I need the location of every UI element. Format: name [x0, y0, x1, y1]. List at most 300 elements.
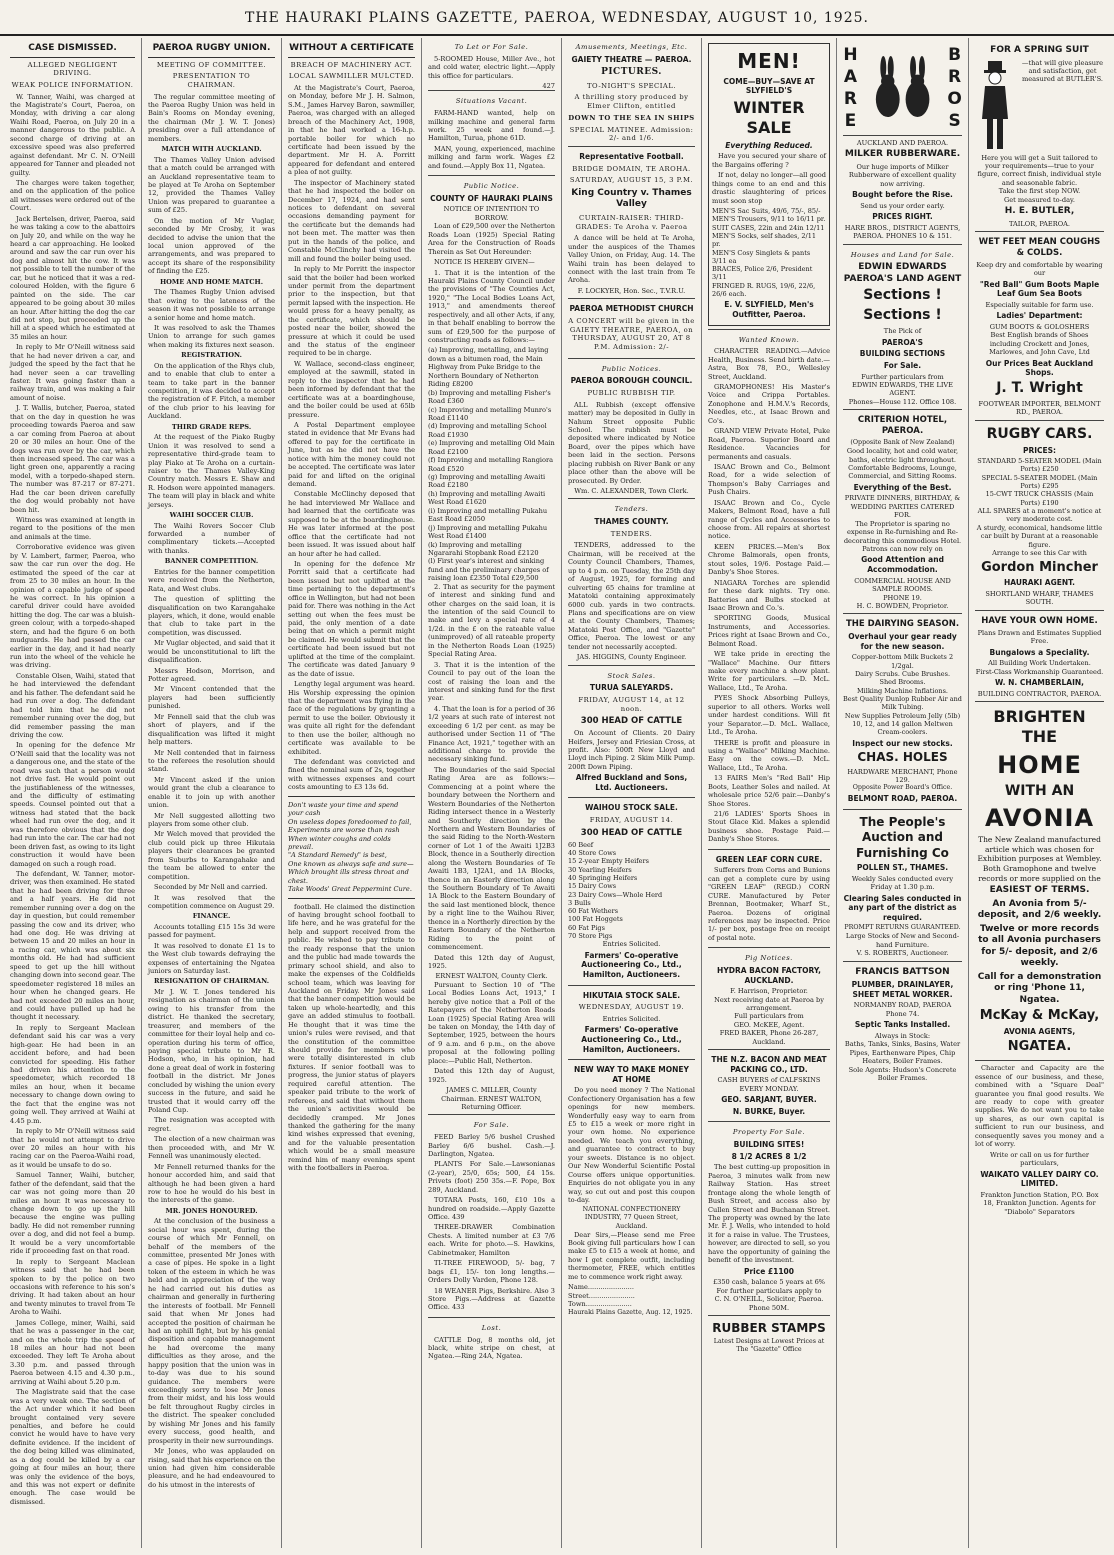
ad-title: THE DAIRYING SEASON. — [845, 619, 960, 630]
paragraph: Mr Welch moved that provided the club could pick up three Hikutaia players their clearances be granted from Suburbs to Karangahake and the team be allowed to enter the competition. — [148, 830, 275, 881]
ad-headline: HOME — [997, 750, 1082, 779]
ad-title: 300 HEAD OF CATTLE — [580, 827, 683, 838]
paragraph: Mr Vincent contended that the players had been sufficiently punished. — [148, 685, 275, 711]
paragraph: Constable McClinchy deposed that he had interviewed Mr Wallace and had learned that the certificate was supposed to be at the boardinghouse. He was later informed at the post office that the certificate had not been issued. It was issued about half an hour after he had called. — [288, 490, 415, 558]
paragraph: James College, miner, Waihi, said that he was a passenger in the car, and on the whole trip the speed of 18 miles an hour had not been exceeded. They left Te Aroha about 3.30 p.m. and passed through Paeroa between 4.15 and 4.30 p.m., arriving at Waihi about 5.20 p.m. — [10, 1318, 135, 1386]
ad-title: Septic Tanks Installed. — [854, 1020, 951, 1030]
ad-title: PLUMBER, DRAINLAYER, SHEET METAL WORKER. — [851, 980, 954, 999]
column-case-dismissed — [4, 38, 142, 1548]
ad-title: Everything of the Best. — [853, 482, 952, 492]
article-body — [288, 84, 415, 792]
ad-title: An Avonia from 5/- deposit, and 2/6 weekly. — [977, 898, 1102, 921]
ad-text: A dance will be held at Te Aroha, under the auspices of the Thames Valley Union, on Friday, Aug. 14. The Waihi train has been delayed to connect with the last train from Te Aroha. — [568, 234, 695, 285]
ad-title: WAIKATO VALLEY DAIRY CO. LIMITED. — [980, 1169, 1099, 1189]
paragraph: football. He claimed the distinction of having brought school football to life here, and he was grateful for the help and support received from the public. He wished to pay tribute to the ready response that the union and the public had made towards the primary school shield, and also to make the expenses of the Coldfields school team, which was leaving for Auckland on Friday. Mr Jones said that the banner competition would be taken up whole-heartedly, and this gave an added stimulus to football. He thought that it was time the union's rules were revised, and that the constitution of the committee should provide for members who were totally disinterested in club fixtures. If senior football was to progress, the junior status of players required careful attention. The speaker paid tribute to the work of referees, and said that without them the union's activities would be decidedly cramped. Mr Jones thanked the gathering for the many kind wishes expressed that evening, and for the valuable presentation which would be a small measure remind him of many evenings spent with the footballers in Paeroa. — [288, 902, 415, 1173]
form-line: Town...................... — [568, 1300, 632, 1309]
classified-ad: FEED Barley 5/6 bushel Crushed Barley 6/6 bushel. Cash.—J. Darlington, Ngatea. — [428, 1133, 555, 1158]
road-item: (j) Improving and metalling Pukahu West Road £1400 — [428, 523, 548, 541]
dairy-item: Shed Brooms. — [879, 678, 926, 687]
ad-line: Large Stocks of New and Second-hand Furniture. — [845, 932, 960, 949]
ad-line: V. S. ROBERTS, Auctioneer. — [856, 949, 949, 958]
notice-text: The Boundaries of the said Special Rating Area are as follows:—Commencing at a point where the boundary between the Northern and Western Boundaries of the Netherton Riding intersect thence in a Westerly and Southerly direction by the Northern and Western Boundaries of the said Riding to the North-Western corner of Lot 1 of the Awaiti 1J2B3 Block, thence in a Southerly direction along the Western Boundaries of Te Awaiti 1B3, 1J2A1, and 1A Blocks, thence in an Easterly direction along the Southern Boundary of Te Awaiti 1A Block to the Eastern Boundary of the said last mentioned block, thence by a right line to the Waihou River, thence in a Northerly direction by the Eastern Boundary of the Netherton Riding to the point of commencement. — [428, 765, 555, 952]
subheadline: BREACH OF MACHINERY ACT. — [290, 60, 413, 69]
ad-text: TENDERS, addressed to the Chairman, will be received at the County Council Chambers, Thames, up to 4 p.m. on Tuesday, the 25th day of August, 1925, for forming and culverting 65 chains for tramline at Matatoki containing approximately 6000 cub. yards in two contracts. Plans and specifications are on view at the County Chambers, Thames; Matatoki Post Office, and "Gazette" Office, Paeroa. The lowest or any tender not necessarily accepted. — [568, 541, 695, 651]
paragraph: In reply to Mr O'Neill witness said that he had never driven a car, and judged the speed by the fact that he had never seen a car travelling faster. It was going faster than a railway train, and was making a fair amount of noise. — [10, 343, 135, 402]
paragraph: Mr J. W. T. Jones tendered his resignation as chairman of the union owing to his transfer from the district. He thanked the secretary, treasurer, and members of the committee for their loyal help and co-operation during his term of office, paying special tribute to Mr R. Hodson, who, in his opinion, had done a great deal of work in fostering football in the district. Mr Jones concluded by wishing the union every success in the future, and said he trusted that it would carry off the Poland Cup. — [148, 987, 275, 1115]
price-item: BRACES, Police 2/6, President 3/11 — [712, 265, 813, 282]
paragraph: Mr Fennell returned thanks for the honour accorded him, and said that although he had been given a hard row to hoe he would do his best in the interests of the game. — [148, 1162, 275, 1205]
paragraph: The Thames Rugby Union advised that owing to the lateness of the season it was not possible to arrange a senior home and home match. — [148, 288, 275, 322]
paragraph: Mr Nell suggested allotting two players from some other club. — [148, 811, 275, 829]
ad-line: Next receiving date at Paeroa by arrangement. — [714, 995, 824, 1013]
ad-line: Here you will get a Suit tailored to your requirements—true to your figure, correct finish, individual style and seasonable fabric. — [977, 153, 1102, 187]
paragraph: The inspector of Machinery stated that he had inspected the boiler on December 17, 1924, and had sent notices to defendant on several occasions demanding payment for the certificate but the demands had not been met. The matter was then put in the hands of the police, and Constable McClinchy had visited the mill and found the boiler being used. — [288, 178, 415, 263]
stock-list — [568, 841, 695, 941]
subheadline: WEAK POLICE INFORMATION. — [11, 80, 134, 89]
theatre-name: GAIETY THEATRE — PAEROA. — [571, 54, 692, 64]
ad-title: FOR A SPRING SUIT — [990, 45, 1089, 55]
ad-title: Twelve or more records to all Avonia purchasers for 5/- deposit, and 2/6 weekly. — [978, 923, 1101, 969]
ad-line: PHONE 19. — [883, 593, 922, 602]
ad-line: COMMERCIAL HOUSE AND SAMPLE ROOMS. — [854, 576, 951, 594]
stock-item: 15 Dairy Cows — [568, 882, 617, 891]
car-price-list — [975, 457, 1104, 507]
paragraph: W. Wallace, second-class engineer, employed at the sawmill, stated in reply to the inspector that he had been informed by defendant that the certificate was at a boardinghouse, and the boiler could be used at 65lb pressure. — [288, 359, 415, 419]
paragraph: The Magistrate said that the case was a very weak one. The section of the Act under which it had been brought contained very severe penalties, and before he could convict he would have to have very definite evidence. If the incident of the dog being killed was eliminated, as a dog could be killed by a car going at four miles an hour, there was only the evidence of the boys, and this was not expert or definite enough. The case would be dismissed. — [10, 1388, 135, 1506]
ad-text: On Account of Clients. 20 Dairy Heifers, Jersey and Friesian Cross, at profit. Also: 500ft New Lloyd and Lloyd inch Piping. 2 Skim Milk Pump. 200ft Down Piping. — [568, 729, 695, 771]
ad-title: HAURAKI AGENT. — [1004, 578, 1075, 588]
ad-title: HYDRA BACON FACTORY, AUCKLAND. — [717, 965, 821, 985]
poem-line: When winter coughs and colds prevail. — [288, 834, 391, 851]
ad-headline: CHAS. HOLES — [857, 750, 948, 765]
ad-title: Price £1100 — [743, 1266, 794, 1276]
hares-icon — [858, 43, 947, 133]
roads-list — [428, 346, 555, 582]
paragraph: MR. JONES HONOURED. — [165, 1206, 258, 1215]
price-item: MEN'S Trousers, 9/11 to 16/11 pr. — [712, 215, 826, 224]
paragraph: W. Tanner, Waihi, was charged at the Magistrate's Court, Paeroa, on Monday, with driving a car along Waihi Road, Paeroa, on July 20 in a manner dangerous to the public. A second charge of driving at an excessive speed was also preferred against defendant. Mr C. N. O'Neill appeared for Tanner and pleaded not guilty. — [10, 92, 135, 177]
section-heading: Public Notice. — [463, 182, 520, 191]
ad-line: SPECIAL MATINEE. Admission: 2/- and 1/6. — [569, 125, 694, 143]
notice-text: 4. That the loan is for a period of 36 1/2 years at such rate of interest not exceeding 6 1/2 per cent. as may be authorised under Section 11 of "The Finance Act, 1921," together with an additional charge to provide the necessary sinking fund. — [428, 704, 555, 764]
masthead-title: THE HAURAKI PLAINS GAZETTE, PAEROA, WEDNESDAY, AUGUST 10, 1925. — [245, 10, 869, 26]
classified-ad: PYES Shock Absorbing Pulleys, superior to all others. Works well under hardest conditions. Will fit your Separator.—D. McL. Wallace, Ltd., Te Aroha. — [708, 694, 830, 737]
ad-line: Take the first step NOW. — [998, 187, 1081, 196]
signature: Wm. C. ALEXANDER, Town Clerk. — [574, 487, 689, 496]
paragraph: WAIHI SOCCER CLUB. — [169, 511, 254, 520]
notice-text: 1. That it is the intention of the Hauraki Plains County Council under the provisions of "The Counties Act, 1920," "The Local Bodies Loans Act, 1913," and amendments thereof respectively, and all other Acts, if any, in that behalf enabling to borrow the sum of £29,500 for the purpose of constructing roads as follows:— — [428, 268, 555, 345]
ad-number: 427 — [542, 82, 555, 90]
ad-title: PRICES RIGHT. — [872, 212, 933, 222]
poem-line: Which brought ills stress throat and chest. — [288, 868, 409, 885]
ad-title: AVONIA AGENTS, — [1003, 1027, 1076, 1037]
masthead — [0, 0, 1114, 36]
section-heading: Wanted Known. — [738, 335, 800, 344]
slyfield-ad — [708, 43, 830, 326]
classified-ad: PLANTS For Sale.—Lawsonianas (2-year), 25/0, 65s; 500, £4 15s. Privets (foot) 250 35s.—F. Pope, Box 289, Auckland. — [428, 1160, 555, 1194]
paragraph: It was resolved to ask the Thames Union to arrange for such games when making its fixtures next season. — [148, 323, 275, 349]
paragraph: Corroborative evidence was given by V. Lambert, farmer, Paeroa, who saw the car run over the dog. He estimated the speed of the car at from 25 to 30 miles an hour. In the opinion of a capable judge of speed he was correct. In his opinion a careful driver could have avoided hitting the dog. The car was a bluish-green colour, with a torpedo-shaped stern, and had the figure 6 on both mudguards. He had passed the car earlier in the day, and it had nearly run into the wheel of the vehicle he was driving. — [10, 543, 135, 670]
ad-text: Dear Sirs,—Please send me Free Book giving full particulars how I can make £5 to £15 a week at home, and how I get complete outfit, including thermometer, FREE, which entitles me to commence work right away. — [568, 1230, 695, 1281]
ad-headline: RUGBY CARS. — [986, 425, 1093, 442]
ad-title: POLLEN ST., THAMES. — [856, 863, 949, 873]
road-item: (h) Improving and metalling Awaiti West Road £1620 — [428, 489, 546, 507]
stock-item: 60 Fat Pigs — [568, 923, 605, 932]
poem-line: One known as always safe and sure— — [288, 859, 414, 868]
ad-line: PICTURES. — [601, 67, 662, 78]
ad-title: HIKUTAIA STOCK SALE. — [582, 990, 681, 1000]
ad-title: 8 1/2 ACRES 8 1/2 — [731, 1151, 807, 1161]
stock-item: 3 Bulls — [568, 898, 591, 907]
ad-title: Good Attention and Accommodation. — [861, 555, 944, 575]
notice-text: 2. That as security for the payment of interest and sinking fund and other charges on the said loan, it is the intention of the said Council to make and levy a special rate of 4 1/2d. in the £ on the rateable value (unimproved) of all rateable property in the Netherton Roads Loan (1925) Special Rating Area. — [428, 582, 555, 659]
section-heading: Public Notices. — [601, 364, 662, 373]
ad-title: Inspect our new stocks. — [852, 738, 953, 748]
paragraph: HOME AND HOME MATCH. — [159, 277, 264, 286]
ad-line: Sole Agents: Hudson's Concrete Boiler Frames. — [848, 1065, 957, 1083]
hare-bros-logo — [843, 40, 962, 135]
poem-line: Take Woods' Great Peppermint Cure. — [288, 885, 412, 894]
ad-line: Get measured to-day. — [1004, 195, 1075, 204]
road-item: (k) Improving and metalling Ngararahi Stopbank Road £2120 — [428, 540, 539, 557]
article-body — [148, 93, 275, 1490]
classified-ad: 21/6 LADIES' Sports Shoes in Stout Glace Kid. Makes a splendid business shoe. Postage Paid.—Danby's Shoe Stores. — [708, 810, 830, 844]
ad-headline: NGATEA. — [1007, 1038, 1072, 1054]
ad-line: Entries Solicited. — [602, 940, 661, 949]
paragraph: J. T. Wallis, butcher, Paeroa, stated that on the day in question he was proceeding towards Paeroa and saw a car coming from Paeroa at about 20 or 30 miles an hour. One of the dogs was run over by the car, which then increased speed. The car was a light green one, apparently a racing model, with a torpedo-shaped stern. The number was 87-217 or 87-271. Had the car been driven carefully the dog would probably not have been hit. — [10, 404, 135, 514]
ad-line: Keep dry and comfortable by wearing our — [976, 260, 1103, 278]
ad-line: (Opposite Bank of New Zealand) — [850, 439, 955, 447]
classified-ad: THREE-DRAWER Combination Chests. A limited number at £3 7/6 each. Write for photo.—S. Hawkins, Cabinetmaker, Hamilton — [428, 1223, 555, 1257]
column-rugby-union — [142, 38, 282, 1548]
paragraph: In opening for the defence Mr Porritt said that a certificate had been issued but not uplifted at the time pertaining to the department's office in Wellington, but had not been paid for. There was nothing in the Act setting out when the fees must be paid, the only mention of a date being that on which a permit might be claimed. He would submit that the certificate had been issued but not uplifted at the time of the complaint. The certificate was dated January 9 as the date of issue. — [288, 559, 415, 678]
ad-title: THE N.Z. BACON AND MEAT PACKING CO., LTD. — [711, 1055, 827, 1074]
paragraph: In reply to Sergeant Maclean witness said that he had been spoken to by the police on two occasions with reference to his son's driving. It had taken about an hour and twenty minutes to travel from Te Aroha to Waihi. — [10, 1257, 135, 1317]
classified-ad: GRAMOPHONES! His Master's Voice and Crippa Portables. Zonophone and H.M.V.'s Records, Needles, etc., at Isaac Brown and Co's. — [708, 383, 830, 425]
ad-title: FRANCIS BATTSON — [855, 966, 950, 977]
ad-title: BUILDING SECTIONS — [859, 349, 946, 359]
paragraph: Entries for the banner competition were received from the Netherton, Rata, and West clubs. — [148, 567, 275, 593]
ad-title: NEW WAY TO MAKE MONEY AT HOME — [574, 1065, 689, 1084]
ad-title: Clearing Sales conducted in any part of the district as required. — [843, 893, 962, 922]
ad-line: GUM BOOTS & GOLOSHERS — [989, 322, 1090, 331]
ad-line: CURTAIN-RAISER: THIRD-GRADES: Te Aroha v. Paeroa — [575, 213, 688, 231]
subheadline: LOCAL SAWMILLER MULCTED. — [288, 72, 415, 81]
ad-title: HAVE YOUR OWN HOME. — [981, 615, 1098, 626]
column-notices — [422, 38, 562, 1548]
ad-headline: J. T. Wright — [996, 379, 1083, 396]
ad-title: EASIEST OF TERMS. — [989, 885, 1090, 896]
notice-text: NOTICE IS HEREBY GIVEN— — [434, 258, 535, 267]
price-item: MEN'S Cosy Singlets & pants 3/11 ea — [712, 248, 811, 265]
section-heading: Houses and Land for Sale. — [850, 250, 955, 259]
ad-headline: WINTER SALE — [733, 97, 805, 138]
stock-item: 40 Springing Heifers — [568, 873, 638, 882]
car-price: STANDARD 5-SEATER MODEL (Main Ports) £250 — [977, 457, 1102, 474]
column-hare-bros — [837, 38, 969, 1548]
ad-headline: AVONIA — [984, 803, 1095, 832]
ad-line: Phones—House 112. Office 108. — [848, 397, 957, 406]
form-line: Name...................... — [568, 1283, 634, 1292]
divider — [288, 898, 415, 899]
ad-headline: Sections ! — [863, 307, 942, 324]
ad-line: Latest Designs at Lowest Prices at The "Gazette" Office — [713, 1338, 825, 1354]
ad-title: W. N. CHAMBERLAIN, — [994, 677, 1085, 687]
ad-line: Send us your order early. — [860, 201, 945, 210]
ad-line: BUILDING CONTRACTOR, PAEROA. — [977, 689, 1102, 698]
ad-title: Bought before the Rise. — [852, 190, 953, 200]
ad-title: E. V. SLYFIELD, Men's Outfitter, Paeroa. — [724, 300, 814, 319]
paragraph: Witness was examined at length in regard to the positions of the men and animals at the time. — [10, 516, 135, 541]
paragraph: On the application of the Rhys club, and to enable that club to enter a team to take part in the banner competition, it was decided to accept the registration of F. Fitch, a member of the club prior to his leaving for Auckland. — [148, 361, 275, 421]
ad-title: "Red Ball" Gum Boots Maple Leaf Gum Sea Boots — [979, 279, 1100, 299]
road-item: (b) Improving and metalling Fisher's Road £360 — [428, 388, 551, 406]
classified-ad: GRAND VIEW Private Hotel, Puke Road, Paeroa. Superior Board and Residence. Vacancies for permanents and casuals. — [708, 427, 830, 461]
ad-text: Have you secured your share of the Bargains offering ? — [712, 152, 826, 169]
ad-title: GEO. SARJANT, BUYER. — [721, 1095, 817, 1105]
ad-title: GREEN LEAF CORN CURE. — [715, 854, 823, 864]
road-item: (l) First year's interest and sinking fund and the preliminary charges of raising loan £2350 Total £29,500 — [428, 557, 549, 583]
road-item: (g) Improving and metalling Awaiti Road £2180 — [428, 473, 546, 490]
ad-line: H. C. BOWDEN, Proprietor. — [856, 601, 949, 610]
ad-title: H. E. BUTLER, — [1004, 206, 1075, 217]
ad-line: The Pick of — [883, 327, 922, 336]
paragraph: The defendant was convicted and fined the nominal sum of 2s, together with witnesses expenses and court costs amounting to £3 13s 6d. — [288, 758, 415, 792]
article-continuation — [288, 903, 415, 1173]
notice-text: Pursuant to Section 10 of "The Local Bodies Loans Act, 1913," I hereby give notice that a Poll of the Ratepayers of the Netherton Roads Loan (1925) Special Rating Area will be taken on Monday, the 14th day of September, 1925, between the hours of 9 a.m. and 6 p.m., on the above proposal at the following polling place:—Public Hall, Netherton. — [428, 980, 555, 1065]
ad-line: Frankton Junction Station, P.O. Box 18, Frankton Junction. Agents for "Diabolo" Separators — [980, 1190, 1099, 1216]
section-heading: Amusements, Meetings, Etc. — [575, 43, 688, 51]
ad-line: Entries Solicited. — [602, 1014, 661, 1023]
notice-text: 3. That it is the intention of the Council to pay out of the loan the cost of raising the loan and the interest and sinking fund for the first year. — [428, 660, 555, 703]
signature: JAS. HIGGINS, County Engineer. — [576, 653, 687, 662]
paragraph: Mr Vuglar objected, and said that it would be unconstitutional to lift the disqualification. — [148, 639, 275, 665]
stock-item: 100 Fat Hoggets — [568, 915, 623, 924]
paragraph: RESIGNATION OF CHAIRMAN. — [153, 977, 270, 986]
peppermint-cure-poem — [288, 801, 415, 894]
poem-line: Don't waste your time and spend your cash — [288, 800, 399, 818]
ad-line: CASH BUYERS of CALFSKINS EVERY MONDAY. — [717, 1076, 821, 1093]
paragraph: The Thames Valley Union advised that a match could be arranged with an Auckland representative team to be played at Te Aroha on September 12, provided the Thames Valley Union was prepared to guarantee a sum of £25. — [148, 155, 275, 215]
paragraph: THIRD GRADE REPS. — [171, 422, 252, 431]
ad-line: AUCKLAND AND PAEROA. — [856, 139, 949, 147]
notice-text: Loan of £29,500 over the Netherton Roads Loan (1925) Special Rating Area for the Construction of Roads Therein as Set Out Hereunder: — [428, 222, 555, 256]
section-heading: To Let or For Sale. — [454, 43, 529, 51]
headline: PAEROA RUGBY UNION. — [148, 40, 275, 58]
ad-line: Weekly Sales conducted every Friday at 1.30 p.m. — [851, 874, 954, 892]
paragraph: Messrs Hodson, Morrison, and Potter agreed. — [148, 666, 275, 684]
paragraph: At the Magistrate's Court, Paeroa, on Monday, before Mr J. H. Salmon, S.M., James Harvey Baron, sawmiller, Paeroa, was charged with an alleged breach of the Machinery Act, 1908, in that he had worked a 16-h.p. portable boiler for which no certificate had been issued by the department. Mr H. A. Porritt appeared for defendant and entered a plea of not guilty. — [288, 83, 415, 177]
stock-item: 70 Store Pigs — [568, 932, 613, 941]
ad-line: Opposite Power Board's Office. — [852, 784, 953, 792]
notice-text: Dated this 12th day of August, 1925. — [428, 953, 555, 970]
divider — [288, 796, 415, 797]
ad-title: EDWIN EDWARDS PAEROA'S LAND AGENT — [843, 262, 962, 284]
paragraph: MATCH WITH AUCKLAND. — [161, 145, 262, 154]
paragraph: Mr Vincent asked if the union would grant the club a clearance to enable it to join up with another union. — [148, 775, 275, 810]
ad-title: TURUA SALEYARDS. — [589, 683, 674, 693]
article-body — [10, 93, 135, 1507]
paragraph: In reply to Mr Porritt the inspector said that the boiler had been worked under permit from the department prior to the inspection, but that permit lapsed with the inspection. He would press for a heavy penalty, as the certificate, which should be posted near the boiler, showed the pressure at which it could be used and the status of the engineer required to be in charge. — [288, 265, 415, 358]
column-slyfield — [702, 38, 837, 1548]
coupon-form — [568, 1283, 695, 1308]
ad-title: Farmers' Co-operative Auctioneering Co., Ltd., Hamilton, Auctioneers. — [581, 1025, 682, 1054]
ad-line: ALL SPARES at a moment's notice at very moderate cost. — [977, 507, 1102, 524]
poem-line: Experiments are worse than rash — [288, 826, 400, 835]
ad-headline: RUBBER STAMPS — [712, 1320, 826, 1335]
column-certificate — [282, 38, 422, 1548]
paragraph: Accounts totalling £15 15s 3d were passed for payment. — [148, 922, 275, 940]
price-item: FRINGED R. RUGS, 19/6, 22/6, 26/6 each. — [712, 281, 816, 299]
ad-title: For Sale. — [883, 360, 922, 370]
ad-line: TENDERS. — [610, 529, 653, 538]
ad-line: FRED BAKER, Phone 26-287, Auckland. — [719, 1029, 819, 1046]
paragraph: In reply to Mr O'Neill witness said that he would not attempt to drive over 20 miles an hour with his racing car on the Paeroa-Waihi road, as it would be unsafe to do so. — [10, 1127, 135, 1169]
ad-line: Especially suitable for farm use. — [985, 300, 1094, 309]
ad-line: Best English brands of Shoes including Crockett and Jones, Marlowes, and John Cave, Ltd — [989, 331, 1090, 357]
classified-ad: NIAGARA Torches are splendid for these dark nights. Try one. Batteries and Bulbs stocked at Isaac Brown and Co.'s. — [708, 578, 830, 612]
ad-title: CRITERION HOTEL, PAEROA. — [857, 415, 948, 437]
column-amusements — [562, 38, 702, 1548]
dairy-item: Dairy Scrubs. Cube Brushes. — [854, 670, 951, 679]
ad-line: WEDNESDAY, AUGUST 19. — [578, 1003, 685, 1012]
paragraph: At the request of the Piako Rugby Union it was resolved to send a representative third-grade team to play Piako at Te Aroha on a curtain-raiser to the Thames Valley-King Country match. Messrs E. Shaw and R. Hodson were appointed managers. The team will play in black and white jerseys. — [148, 433, 275, 509]
poem-line: "A Standard Remedy" is best, — [288, 851, 387, 860]
ad-line: Write or call on us for further particulars, — [989, 1150, 1090, 1168]
ad-line: The New Zealand manufactured article which was chosen for Exhibition purposes at Wembley. — [977, 835, 1102, 864]
section-heading: For Sale. — [473, 1121, 510, 1130]
dairy-item: Milking Machine Inflations. — [857, 686, 948, 695]
headline: WITHOUT A CERTIFICATE — [288, 40, 415, 58]
paragraph: Jack Bertelsen, driver, Paeroa, said he was taking a cow to the abattoirs on July 20, and while on the way he heard a car approaching. He looked around and saw the car run over his dog and almost hit the cow. It was not possible to tell the number of the car, but he noticed that it was a red-coloured Holden, with the figure 6 painted on the side. The car appeared to be going about 30 miles an hour. After hitting the dog the car did not stop, but proceeded up the hill at a speed which he estimated at 35 miles an hour. — [10, 214, 135, 341]
ad-text: Sufferers from Corns and Bunions can get a complete cure by using "GREEN LEAF" (REGD.) CORN CURE. Manufactured by Peter Brennan, Bootmaker, Wharf St., Paeroa. Dozens of original references may be inspected. Price 1/- per box, postage free on receipt of postal note. — [708, 866, 830, 942]
signature: JAMES C. MILLER, County Chairman. ERNEST WALTON, Returning Officer. — [441, 1086, 542, 1111]
road-item: (e) Improving and metalling Old Main Road £2100 — [428, 439, 555, 456]
ad-headline: BRIGHTEN THE — [993, 707, 1086, 747]
ad-line: GEO. McKEE, Agent. — [733, 1020, 805, 1029]
paragraph: Samuel Tanner, Waihi, butcher, father of the defendant, said that the car was not going more than 20 miles an hour. It was necessary to change down to go up the hill because the engine was pulling badly. He did not remember running over a dog, and did not feel a bump. It would be a very uncomfortable ride if proceeding fast on that road. — [10, 1171, 135, 1256]
ad-line: TAILOR, PAEROA. — [1009, 219, 1070, 228]
ad-title: WAIHOU STOCK SALE. — [585, 803, 678, 813]
ad-headline: Sections ! — [863, 287, 942, 304]
road-item: (f) Improving and metalling Rangiora Road £520 — [428, 456, 554, 473]
ad-headline: Gordon Mincher — [981, 559, 1098, 575]
section-heading: Property For Sale. — [732, 1128, 806, 1137]
paragraph: At the conclusion of the business a social hour was spent, during the course of which Mr Fennell, on behalf of the members of the committee, presented Mr Jones with a case of pipes. He spoke in a light token of the esteem in which he was held and in appreciation of the way he had carried out his duties as chairman and generally in furthering the interests of football. Mr Fennell said that when Mr Jones had accepted the position of chairman he had an uphill fight, but by his genial disposition and capable management he had overcome the many difficulties as they arose, and the happy position that the union was in to-day was due to his sound guidance. The members were exceedingly sorry to lose Mr Jones from their midst, and his loss would be felt throughout Rugby circles in the district. The speaker concluded by wishing Mr Jones and his family every success, good health, and prosperity in their new surroundings. — [148, 1217, 275, 1445]
notice-subtitle: NOTICE OF INTENTION TO BORROW. — [443, 205, 540, 222]
ad-title: Bungalows a Speciality. — [989, 647, 1090, 657]
stock-item: 40 Store Cows — [568, 848, 617, 857]
ad-line: A sturdy, economical, handsome little car built by Durant at a reasonable figure. — [976, 523, 1103, 549]
paragraph: It was resolved to donate £1 1s to the West club towards defraying the expenses of entertaining the Ngatea juniors on Saturday last. — [148, 941, 275, 976]
ad-line: The Proprietor is sparing no expense in Re-furnishing and Re-decorating this commodious Hotel. Patrons can now rely on — [843, 519, 962, 554]
ad-text: Do you need money ? The National Confectionery Organisation has a few openings for new members. Wonderfully easy way to earn from £5 to £15 a week or more right in your own home. No experience needed. We teach you everything, and guarantee to contract to buy your sweets. Distance is no object. Our New Wonderful Scientific Postal Course offers unique opportunities. Enquiries do not obligate you in any way, so cut out and post this coupon to-day. — [568, 1086, 695, 1204]
section-heading: Pig Notices. — [745, 954, 793, 963]
ad-title: Our Prices Beat Auckland Shops. — [985, 358, 1094, 378]
paragraph: The Waihi Rovers Soccer Club forwarded a number of complimentary tickets.—Accepted with thanks. — [148, 521, 275, 555]
ad-line: FOOTWEAR IMPORTER, BELMONT RD., PAEROA. — [978, 399, 1101, 417]
paragraph: On the motion of Mr Vuglar, seconded by Mr Crosby, it was decided to advise the union that the local union approved of the arrangements, and was prepared to accept its share of the responsibility of finding the £25. — [148, 216, 275, 276]
price-item: MEN'S Sac Suits, 49/6, 75/-, 85/- — [712, 206, 821, 215]
paragraph: The question of splitting the disqualification on two Karangahake players, which, it done, would enable that club to take part in the competition, was discussed. — [148, 595, 275, 637]
subheadline: MEETING OF COMMITTEE. — [156, 60, 267, 69]
situation-ad: FARM-HAND wanted, help on milking machine and general farm work. 25 week and found.—J. Hamilton, Turua, phone 61D. — [428, 109, 555, 143]
ad-line: First-Class Workmanship Guaranteed. — [975, 667, 1104, 676]
price-item: MEN'S Socks, self shades, 2/11 pr. — [712, 231, 817, 249]
ad-title: Ladies' Department: — [996, 311, 1083, 321]
ad-title: WET FEET MEAN COUGHS & COLDS. — [978, 237, 1101, 258]
paragraph: It was resolved that the competition commence on August 29. — [148, 893, 275, 910]
dairy-item: Copper-bottom Milk Buckets 2 1/2gal. — [851, 653, 954, 670]
ad-line: Full particulars from — [734, 1012, 804, 1021]
classified-ad: THERE is profit and pleasure in using a "Wallace" Milking Machine. Easy on the cows.—D. McL. Wallace, Ltd., Te Aroha. — [708, 738, 830, 772]
ad-title: BUILDING SITES! — [733, 1140, 805, 1150]
ad-line: —that will give pleasure and satisfaction, get measured at BUTLER'S. — [1021, 58, 1104, 84]
stock-item: 60 Fat Wethers — [568, 907, 619, 916]
ad-line: Our huge imports of Milker Rubberware of excellent quality now arriving. — [848, 162, 957, 188]
paragraph: Constable Olsen, Waihi, stated that he had interviewed the defendant and his father. The defendant said he had run over a dog. The defendant had told him that he did not remember running over the dog, but did remember passing the man driving the cow. — [10, 671, 135, 739]
ad-title: Farmers' Co-operative Auctioneering Co., Ltd., Hamilton, Auctioneers. — [581, 950, 682, 980]
section-heading: Stock Sales. — [607, 671, 656, 680]
ad-title: BELMONT ROAD, PAEROA. — [847, 794, 958, 804]
ad-line: Comfortable Bedrooms, Lounge, Commercial, and Sitting Rooms. — [848, 463, 957, 481]
classified-ad: 13 FAIRS Men's "Red Ball" Hip Boots, Leather Soles and nailed. At wholesale price 52/6 pair.—Danby's Shoe Stores. — [708, 774, 830, 808]
ad-title: THAMES COUNTY. — [594, 517, 669, 527]
ad-line: TO-NIGHT'S SPECIAL. — [586, 81, 677, 90]
stock-item: 60 Beef — [568, 840, 594, 849]
stock-item: 15 2-year Empty Heifers — [568, 857, 649, 866]
ad-text: ALL Rubbish (except offensive matter) may be deposited in Gully in Nahum Street opposite Public School. The rubbish must be deposited where indicated by Notice Board, over the pipes which have been laid in the section. Persons placing rubbish on River Bank or any place other than the above will be prosecuted. By Order. — [568, 400, 695, 485]
signature: F. LOCKYER, Hon. Sec., T.V.R.U. — [577, 286, 686, 295]
paragraph: The regular committee meeting of the Paeroa Rugby Union was held in Bain's Rooms on Monday evening, the chairman (Mr J. W. T. Jones) presiding over a full attendance of members. — [148, 92, 275, 143]
signature: ERNEST WALTON, County Clerk. — [435, 972, 548, 981]
paragraph: In reply to Sergeant Maclean defendant said his car was a very high-gear. He had been in an accident before, and had been convicted for speeding. His father had driven his attention to the speedometer, which recorded 18 miles an hour, when it became necessary to change down owing to the fact that the engine was not going well. They arrived at Waihi at 4.45 p.m. — [10, 1023, 135, 1125]
ad-title: MILKER RUBBERWARE. — [844, 149, 961, 160]
ad-line: For further particulars apply to — [716, 1286, 822, 1295]
ad-title: COME—BUY—SAVE AT SLYFIELD'S — [723, 76, 815, 96]
road-item: (a) Improving, metalling, and laying down as a bitumen road, the Main Highway from Puke Bridge to the Northern Boundary of Netherton Riding £8200 — [428, 346, 549, 389]
ad-line: Arrange to see this Car with — [992, 549, 1087, 558]
ad-line: FRIDAY, AUGUST 14. — [589, 816, 674, 825]
ad-text: Character and Capacity are the essence of our business, and these, combined with a "Square Deal" guarantee you final good results. We are ready to cope with greater supplies. We do not want you to take up shares, as our own capital is sufficient to run our business, and consequently saves you money and a lot of worry. — [975, 1064, 1104, 1149]
ad-line: HARE BROS., DISTRICT AGENTS, PAEROA. PHONES 10 & 151. — [844, 223, 961, 241]
classified-ad: ISAAC Brown and Co., Cycle Makers, Belmont Road, have a full range of Cycles and Accessories to choose from. All repairs at shortest notice. — [708, 498, 830, 541]
paragraph: REGISTRATION. — [181, 351, 242, 360]
ad-line: £350 cash, balance 5 years at 6% — [712, 1278, 826, 1287]
classified-ad: TI-TREE FIREWOOD, 5/- bag, 7 bags £1, 15/- ton long lengths.—Orders Dolly Varden, Phone 128. — [428, 1259, 555, 1285]
headline: CASE DISMISSED. — [10, 40, 135, 58]
section-heading: Situations Vacant. — [455, 97, 528, 106]
to-let-ad: 5-ROOMED House, Miller Ave., hot and cold water, electric light.—Apply this office for particulars. — [428, 54, 555, 80]
ad-title: Overhaul your gear ready for the new season. — [848, 632, 957, 651]
ad-line: Further particulars from — [861, 372, 944, 381]
section-heading: Tenders. — [614, 505, 649, 514]
road-item: (d) Improving and metalling School Road £1930 — [428, 422, 547, 439]
ad-line: C. N. O'NEILL, Solicitor, Paeroa. Phone 50M. — [714, 1295, 824, 1312]
notice-text: Dated this 12th day of August, 1925. — [428, 1067, 555, 1084]
classified-ad: TOTARA Posts, 160, £10 10s a hundred on roadside.—Apply Gazette Office. 439 — [428, 1196, 555, 1222]
price-item: SUIT CASES, 22in and 24in 12/11 — [712, 223, 825, 232]
price-list — [712, 207, 826, 298]
car-price: 15-CWT TRUCK CHASSIS (Main Ports) £190 — [985, 490, 1094, 507]
gentleman-icon — [975, 59, 1015, 154]
ad-line: A CONCERT will be given in the GAIETY THEATRE, PAEROA, on THURSDAY, AUGUST 20, AT 8 P.M. Admission: 2/- — [568, 316, 695, 352]
stock-item: 23 Dairy Cows—Whole Herd — [568, 890, 663, 899]
situation-ad: MAN, young, experienced, machine milking and farm work. Wages £2 and found.—Apply Box 11, Ngatea. — [428, 144, 555, 170]
ad-line: F. Harrison, Proprietor. — [730, 987, 808, 996]
paragraph: Mr Nell contended that in fairness to the referees the resolution should stand. — [148, 748, 275, 774]
ad-line: HARDWARE MERCHANT, Phone 129. — [847, 767, 958, 784]
